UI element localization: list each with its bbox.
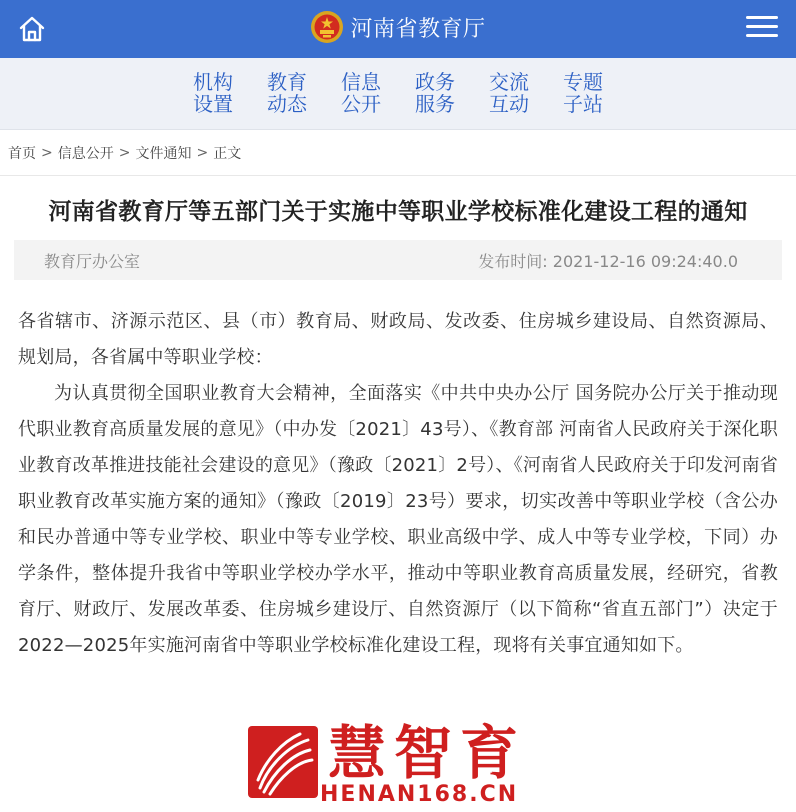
hamburger-menu-icon[interactable] (746, 16, 778, 42)
publish-info (478, 249, 738, 272)
breadcrumb-notices[interactable]: 文件通知 (135, 145, 192, 162)
nav-label: 机构 (193, 70, 233, 94)
article-title: 河南省教育厅等五部门关于实施中等职业学校标准化建设工程的通知 (48, 199, 748, 225)
nav-label: 专题 (563, 70, 603, 94)
site-watermark (248, 719, 548, 812)
nav-item-government-services[interactable] (412, 71, 458, 129)
nav-label: 设置 (193, 92, 233, 116)
breadcrumb-separator: > (41, 144, 53, 161)
watermark-domain: HENAN168.CN (320, 782, 519, 807)
nav-label: 互动 (489, 92, 529, 116)
nav-label: 服务 (415, 92, 455, 116)
article-body (0, 280, 796, 664)
nav-item-education-news[interactable] (264, 71, 310, 129)
nav-label: 教育 (267, 70, 307, 94)
top-header-bar (0, 0, 796, 58)
article-salutation: 各省辖市、济源示范区、县（市）教育局、财政局、发改委、住房城乡建设局、自然资源局、规划局，各省属中等职业学校： (18, 311, 778, 368)
nav-label: 公开 (341, 92, 381, 116)
nav-item-info-disclosure[interactable] (338, 71, 384, 129)
breadcrumb-separator: > (196, 144, 209, 161)
publish-time: 2021-12-16 09:24:40.0 (552, 251, 738, 271)
nav-label: 交流 (489, 70, 529, 94)
nav-label: 子站 (563, 92, 603, 116)
breadcrumb-current: 正文 (213, 145, 242, 162)
nav-label: 动态 (267, 92, 307, 116)
breadcrumb-info-disclosure[interactable]: 信息公开 (57, 145, 114, 162)
site-title: 河南省教育厅 (350, 16, 486, 42)
nav-item-organization[interactable] (190, 71, 236, 129)
article-paragraph: 为认真贯彻全国职业教育大会精神，全面落实《中共中央办公厅 国务院办公厅关于推动现代职业教育高质量发展的意见》（中办发〔2021〕43号）、《教育部 河南省人民政府关于深化职业教育改革推进技能社会建设的意见》（豫政〔2021〕2号）、《河南省人民政府关于印发河南省职业教育改革实施方案的通知》（豫政〔2019〕23号）要求，切实改善中等职业学校（含公办和民办普通中等专业学校、职业中等专业学校、职业高级中学、成人中等专业学校，下同）办学条件，整体提升我省中等职业学校办学水平，推动中等职业教育高质量发展，经研究，省教育厅、财政厅、发展改革委、住房城乡建设厅、自然资源厅（以下简称“省直五部门”）决定于2022—2025年实施河南省中等职业学校标准化建设工程，现将有关事宜通知如下。 (18, 383, 778, 656)
article-meta (14, 240, 782, 280)
main-nav (0, 58, 796, 130)
breadcrumb-separator: > (118, 144, 131, 161)
national-emblem-icon (310, 10, 344, 44)
nav-item-interaction[interactable] (486, 71, 532, 129)
article-source: 教育厅办公室 (44, 251, 141, 271)
publish-label: 发布时间: (478, 251, 548, 271)
breadcrumb (0, 130, 796, 176)
nav-label: 信息 (341, 70, 381, 94)
watermark-logo-icon (248, 726, 318, 798)
watermark-chars: 慧智育 (328, 719, 527, 787)
nav-item-special-sites[interactable] (560, 71, 606, 129)
site-brand[interactable] (0, 10, 796, 44)
breadcrumb-home[interactable]: 首页 (8, 145, 36, 162)
nav-label: 政务 (415, 70, 455, 94)
